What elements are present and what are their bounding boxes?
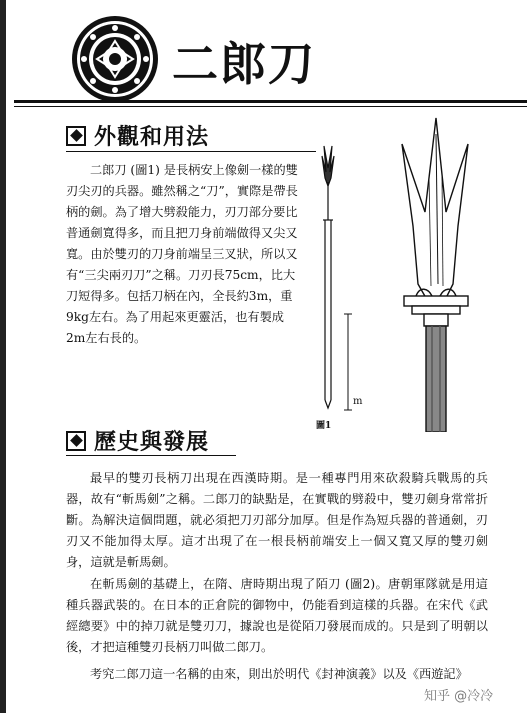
diamond-bullet-icon <box>66 431 86 451</box>
scale-bar <box>344 314 352 410</box>
history-paragraph-3: 考究二郎刀這一名稱的由來，則出於明代《封神演義》以及《西遊記》 <box>90 667 468 681</box>
header-rule-thin <box>14 106 527 107</box>
section-heading-history: 歷史與發展 <box>66 425 209 456</box>
appearance-paragraph: 二郎刀 (圖1) 是長柄安上像劍一樣的雙刃尖刃的兵器。雖然稱之“刀”，實際是帶長柄的劍。為了增大劈殺能力，刃刀部分要比普通劍寬得多，而且把刀身前端做得又尖又寬。由於雙刃的刀身前端呈三叉狀，所以又有“三尖兩刃刀”之稱。刀刃長75cm，比大刀短得多。包括刀柄在內，全長約3m，重9kg左右。為了用起來更靈活，也有製成2m左右長的。 <box>66 163 298 345</box>
header-rule <box>14 100 527 103</box>
section-rule <box>66 151 316 152</box>
figure-erlang-dao <box>308 116 523 432</box>
diamond-bullet-icon <box>66 126 86 146</box>
page-edge <box>0 0 6 713</box>
small-weapon-view <box>322 146 334 408</box>
history-paragraph-2: 在斬馬劍的基礎上，在隋、唐時期出現了陌刀 (圖2)。唐朝軍隊就是用這種兵器武裝的。在日本的正倉院的御物中，仍能看到這樣的兵器。在宋代《武經總要》中的掉刀就是雙刃刀，據說也是從陌刀發展而成的。只是到了明朝以後，才把這種雙刃長柄刀叫做二郎刀。 <box>66 577 488 654</box>
large-blade-view <box>402 118 468 432</box>
ornamental-seal-icon <box>70 14 160 104</box>
scale-label: m <box>353 396 363 407</box>
section-rule <box>66 455 236 456</box>
history-paragraph-1: 最早的雙刃長柄刀出現在西漢時期。是一種專門用來砍殺騎兵戰馬的兵器，故有“斬馬劍”之稱。二郎刀的缺點是，在實戰的劈殺中，雙刃劍身常常折斷。為解決這個問題，就必須把刀刃部分加厚。但是作為短兵器的普通劍，刃刃又不能加得太厚。這才出現了在一根長柄前端安上一個又寬又厚的雙刃劍身，這就是斬馬劍。 <box>66 471 488 569</box>
watermark: 知乎 @冷冷 <box>424 689 494 704</box>
figure-label: 圖1 <box>316 421 332 431</box>
section-heading-appearance: 外觀和用法 <box>66 120 209 151</box>
header <box>14 14 527 106</box>
page-title: 二郎刀 <box>172 37 316 91</box>
